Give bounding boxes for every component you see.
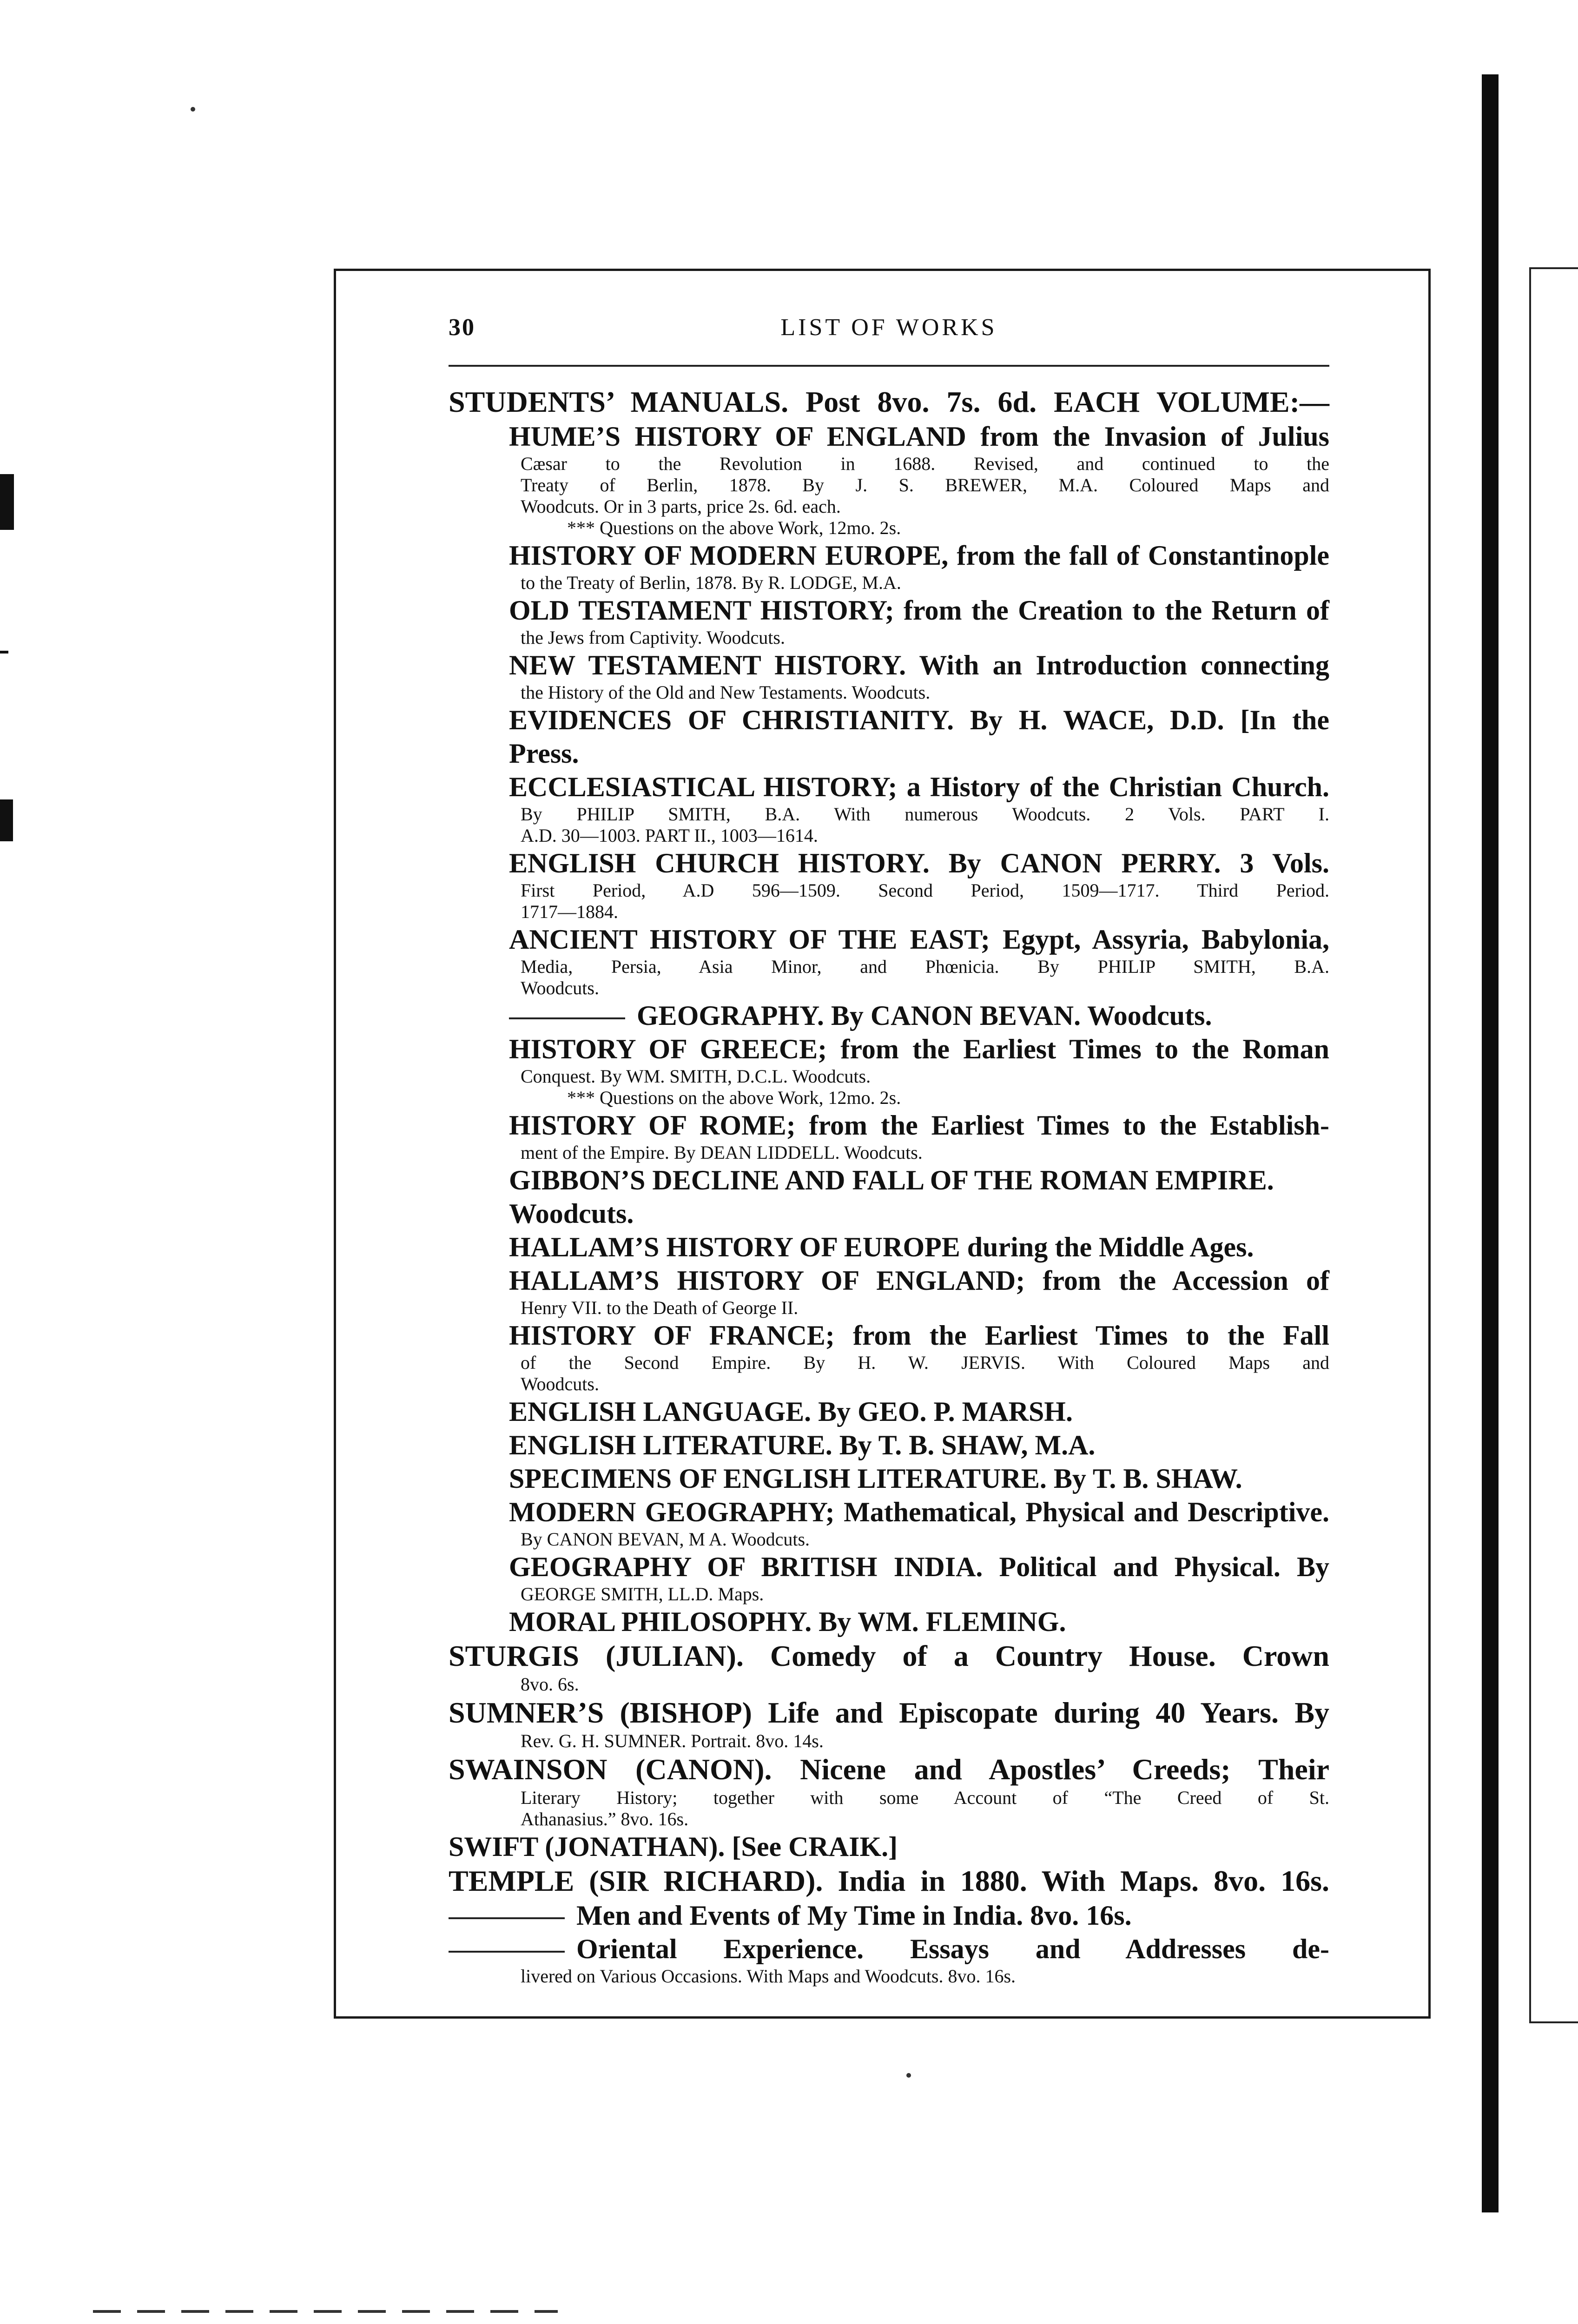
catalogue-line-text: the History of the Old and New Testaments. Woodcuts. xyxy=(521,682,931,703)
catalogue-line xyxy=(449,1529,1329,1550)
catalogue-line-text: HUME’S HISTORY OF ENGLAND from the Invasion of Julius xyxy=(509,421,1329,452)
catalogue-line xyxy=(449,420,1329,453)
catalogue-line-text: the Jews from Captivity. Woodcuts. xyxy=(521,627,785,648)
catalogue-line-text: Rev. G. H. SUMNER. Portrait. 8vo. 14s. xyxy=(521,1730,824,1751)
catalogue-entries xyxy=(449,384,1329,1987)
catalogue-line-text: Conquest. By WM. SMITH, D.C.L. Woodcuts. xyxy=(521,1066,871,1087)
catalogue-line xyxy=(449,999,1329,1032)
catalogue-line xyxy=(449,496,1329,517)
catalogue-line-text: Treaty of Berlin, 1878. By J. S. BREWER, M.A. Coloured Maps and xyxy=(521,475,1329,495)
catalogue-line-text: 8vo. 6s. xyxy=(521,1674,579,1695)
catalogue-line-text: MORAL PHILOSOPHY. By WM. FLEMING. xyxy=(509,1606,1066,1637)
catalogue-line xyxy=(449,1695,1329,1730)
running-head xyxy=(449,304,1329,346)
catalogue-line xyxy=(449,648,1329,682)
catalogue-line-text: GEORGE SMITH, LL.D. Maps. xyxy=(521,1584,764,1604)
catalogue-line xyxy=(449,804,1329,825)
catalogue-line xyxy=(449,1899,1329,1932)
catalogue-line xyxy=(449,1319,1329,1352)
catalogue-line-text: livered on Various Occasions. With Maps and Woodcuts. 8vo. 16s. xyxy=(521,1966,1016,1987)
catalogue-line-text: NEW TESTAMENT HISTORY. With an Introduction connecting xyxy=(509,650,1329,680)
catalogue-line xyxy=(449,846,1329,880)
catalogue-line xyxy=(449,1752,1329,1787)
catalogue-line-text: Literary History; together with some Account of “The Creed of St. xyxy=(521,1787,1329,1808)
catalogue-line xyxy=(449,1674,1329,1695)
catalogue-line-text: EVIDENCES OF CHRISTIANITY. By H. WACE, D.D. [In the Press. xyxy=(509,705,1329,769)
catalogue-line-text: SWAINSON (CANON). Nicene and Apostles’ Creeds; Their xyxy=(449,1753,1329,1786)
catalogue-line xyxy=(449,1428,1329,1462)
catalogue-line-text: GEOGRAPHY OF BRITISH INDIA. Political and Physical. By xyxy=(509,1552,1329,1582)
catalogue-line xyxy=(449,956,1329,977)
catalogue-line xyxy=(449,1297,1329,1319)
catalogue-line-text: *** Questions on the above Work, 12mo. 2s. xyxy=(567,517,901,538)
catalogue-line xyxy=(449,1809,1329,1830)
catalogue-line-text: Oriental Experience. Essays and Addresses de- xyxy=(576,1934,1329,1964)
margin-mark xyxy=(0,474,14,530)
catalogue-line xyxy=(449,1830,1329,1863)
catalogue-line-text: SUMNER’S (BISHOP) Life and Episcopate during 40 Years. By xyxy=(449,1696,1329,1729)
catalogue-line-text: Woodcuts. xyxy=(521,1373,599,1394)
catalogue-line-text: ECCLESIASTICAL HISTORY; a History of the Christian Church. xyxy=(509,772,1329,802)
catalogue-line-text: HALLAM’S HISTORY OF ENGLAND; from the Accession of xyxy=(509,1265,1329,1296)
catalogue-line xyxy=(449,1352,1329,1373)
margin-mark xyxy=(0,651,8,654)
catalogue-line xyxy=(449,594,1329,627)
catalogue-line-text: Cæsar to the Revolution in 1688. Revised, and continued to the xyxy=(521,453,1329,474)
ditto-dash xyxy=(449,1917,565,1919)
catalogue-line-text: Athanasius.” 8vo. 16s. xyxy=(521,1809,689,1829)
catalogue-line-text: HISTORY OF GREECE; from the Earliest Times to the Roman xyxy=(509,1034,1329,1064)
catalogue-line-text: TEMPLE (SIR RICHARD). India in 1880. With Maps. 8vo. 16s. xyxy=(449,1864,1329,1897)
page-number: 30 xyxy=(449,314,475,341)
catalogue-line xyxy=(449,384,1329,420)
catalogue-line-text: Media, Persia, Asia Minor, and Phœnicia. By PHILIP SMITH, B.A. xyxy=(521,956,1329,977)
catalogue-line-text: A.D. 30—1003. PART II., 1003—1614. xyxy=(521,825,818,846)
catalogue-line-text: Woodcuts. xyxy=(521,977,599,998)
catalogue-line-text: *** Questions on the above Work, 12mo. 2s. xyxy=(567,1087,901,1108)
catalogue-line xyxy=(449,1966,1329,1987)
catalogue-line xyxy=(449,1264,1329,1297)
catalogue-line xyxy=(449,1730,1329,1752)
catalogue-line xyxy=(449,1163,1329,1230)
catalogue-line-text: 1717—1884. xyxy=(521,901,618,922)
scan-speck xyxy=(906,2073,911,2078)
adjacent-page-edge xyxy=(1529,267,1578,2023)
catalogue-line xyxy=(449,539,1329,572)
catalogue-line xyxy=(449,901,1329,923)
header-rule xyxy=(449,365,1329,367)
catalogue-line-text: First Period, A.D 596—1509. Second Period, 1509—1717. Third Period. xyxy=(521,880,1329,901)
catalogue-line xyxy=(449,1462,1329,1495)
catalogue-line xyxy=(449,1605,1329,1638)
catalogue-line-text: ment of the Empire. By DEAN LIDDELL. Woodcuts. xyxy=(521,1142,923,1163)
catalogue-line-text: By CANON BEVAN, M A. Woodcuts. xyxy=(521,1529,810,1550)
catalogue-line-text: SWIFT (JONATHAN). [See CRAIK.] xyxy=(449,1831,898,1862)
catalogue-line xyxy=(449,770,1329,804)
catalogue-line-text: By PHILIP SMITH, B.A. With numerous Woodcuts. 2 Vols. PART I. xyxy=(521,804,1329,825)
catalogue-line xyxy=(449,1230,1329,1264)
catalogue-line-text: STUDENTS’ MANUALS. Post 8vo. 7s. 6d. EACH VOLUME:— xyxy=(449,385,1329,418)
catalogue-line-text: HISTORY OF ROME; from the Earliest Times to the Establish- xyxy=(509,1110,1329,1141)
catalogue-line xyxy=(449,1638,1329,1674)
catalogue-line-text: HALLAM’S HISTORY OF EUROPE during the Middle Ages. xyxy=(509,1232,1254,1262)
catalogue-line-text: ENGLISH CHURCH HISTORY. By CANON PERRY. 3 Vols. xyxy=(509,848,1329,878)
catalogue-line xyxy=(449,1373,1329,1395)
catalogue-line xyxy=(449,1584,1329,1605)
ditto-dash xyxy=(509,1017,625,1019)
margin-mark xyxy=(0,799,13,841)
page-content xyxy=(449,304,1329,1987)
catalogue-line xyxy=(449,703,1329,770)
catalogue-line-text: Henry VII. to the Death of George II. xyxy=(521,1297,799,1318)
ditto-dash xyxy=(449,1951,565,1953)
catalogue-line xyxy=(449,1142,1329,1163)
catalogue-line xyxy=(449,517,1329,539)
catalogue-line xyxy=(449,627,1329,648)
catalogue-line xyxy=(449,453,1329,475)
catalogue-line xyxy=(449,1395,1329,1428)
catalogue-line-text: HISTORY OF MODERN EUROPE, from the fall of Constantinople xyxy=(509,540,1329,571)
catalogue-line xyxy=(449,475,1329,496)
catalogue-line xyxy=(449,682,1329,703)
scan-speck xyxy=(191,107,195,112)
catalogue-line-text: ANCIENT HISTORY OF THE EAST; Egypt, Assyria, Babylonia, xyxy=(509,924,1329,955)
catalogue-line-text: to the Treaty of Berlin, 1878. By R. LODGE, M.A. xyxy=(521,572,901,593)
catalogue-line xyxy=(449,1495,1329,1529)
catalogue-line-text: MODERN GEOGRAPHY; Mathematical, Physical and Descriptive. xyxy=(509,1497,1329,1527)
catalogue-line-text: Woodcuts. Or in 3 parts, price 2s. 6d. each. xyxy=(521,496,841,517)
catalogue-line xyxy=(449,825,1329,846)
catalogue-line xyxy=(449,1863,1329,1899)
catalogue-line-text: GEOGRAPHY. By CANON BEVAN. Woodcuts. xyxy=(637,1000,1212,1031)
catalogue-line-text: SPECIMENS OF ENGLISH LITERATURE. By T. B. SHAW. xyxy=(509,1463,1242,1494)
catalogue-line xyxy=(449,572,1329,594)
catalogue-line-text: HISTORY OF FRANCE; from the Earliest Times to the Fall xyxy=(509,1320,1329,1351)
catalogue-line xyxy=(449,977,1329,999)
catalogue-line xyxy=(449,880,1329,901)
running-title: LIST OF WORKS xyxy=(780,314,997,341)
catalogue-line xyxy=(449,1066,1329,1087)
book-spine-shadow xyxy=(1482,74,1499,2212)
catalogue-line-text: ENGLISH LITERATURE. By T. B. SHAW, M.A. xyxy=(509,1430,1096,1460)
catalogue-line xyxy=(449,1932,1329,1966)
scan-edge-line xyxy=(93,2310,558,2313)
catalogue-line-text: STURGIS (JULIAN). Comedy of a Country House. Crown xyxy=(449,1639,1329,1672)
catalogue-line xyxy=(449,1087,1329,1109)
catalogue-line xyxy=(449,1550,1329,1584)
catalogue-line xyxy=(449,1032,1329,1066)
catalogue-line-text: Men and Events of My Time in India. 8vo. 16s. xyxy=(576,1900,1132,1931)
catalogue-line xyxy=(449,1109,1329,1142)
catalogue-line-text: OLD TESTAMENT HISTORY; from the Creation to the Return of xyxy=(509,595,1329,626)
catalogue-line-text: GIBBON’S DECLINE AND FALL OF THE ROMAN EMPIRE. Woodcuts. xyxy=(509,1165,1274,1229)
catalogue-line xyxy=(449,923,1329,956)
catalogue-line-text: ENGLISH LANGUAGE. By GEO. P. MARSH. xyxy=(509,1396,1073,1427)
catalogue-line-text: of the Second Empire. By H. W. JERVIS. With Coloured Maps and xyxy=(521,1352,1329,1373)
catalogue-line xyxy=(449,1787,1329,1809)
